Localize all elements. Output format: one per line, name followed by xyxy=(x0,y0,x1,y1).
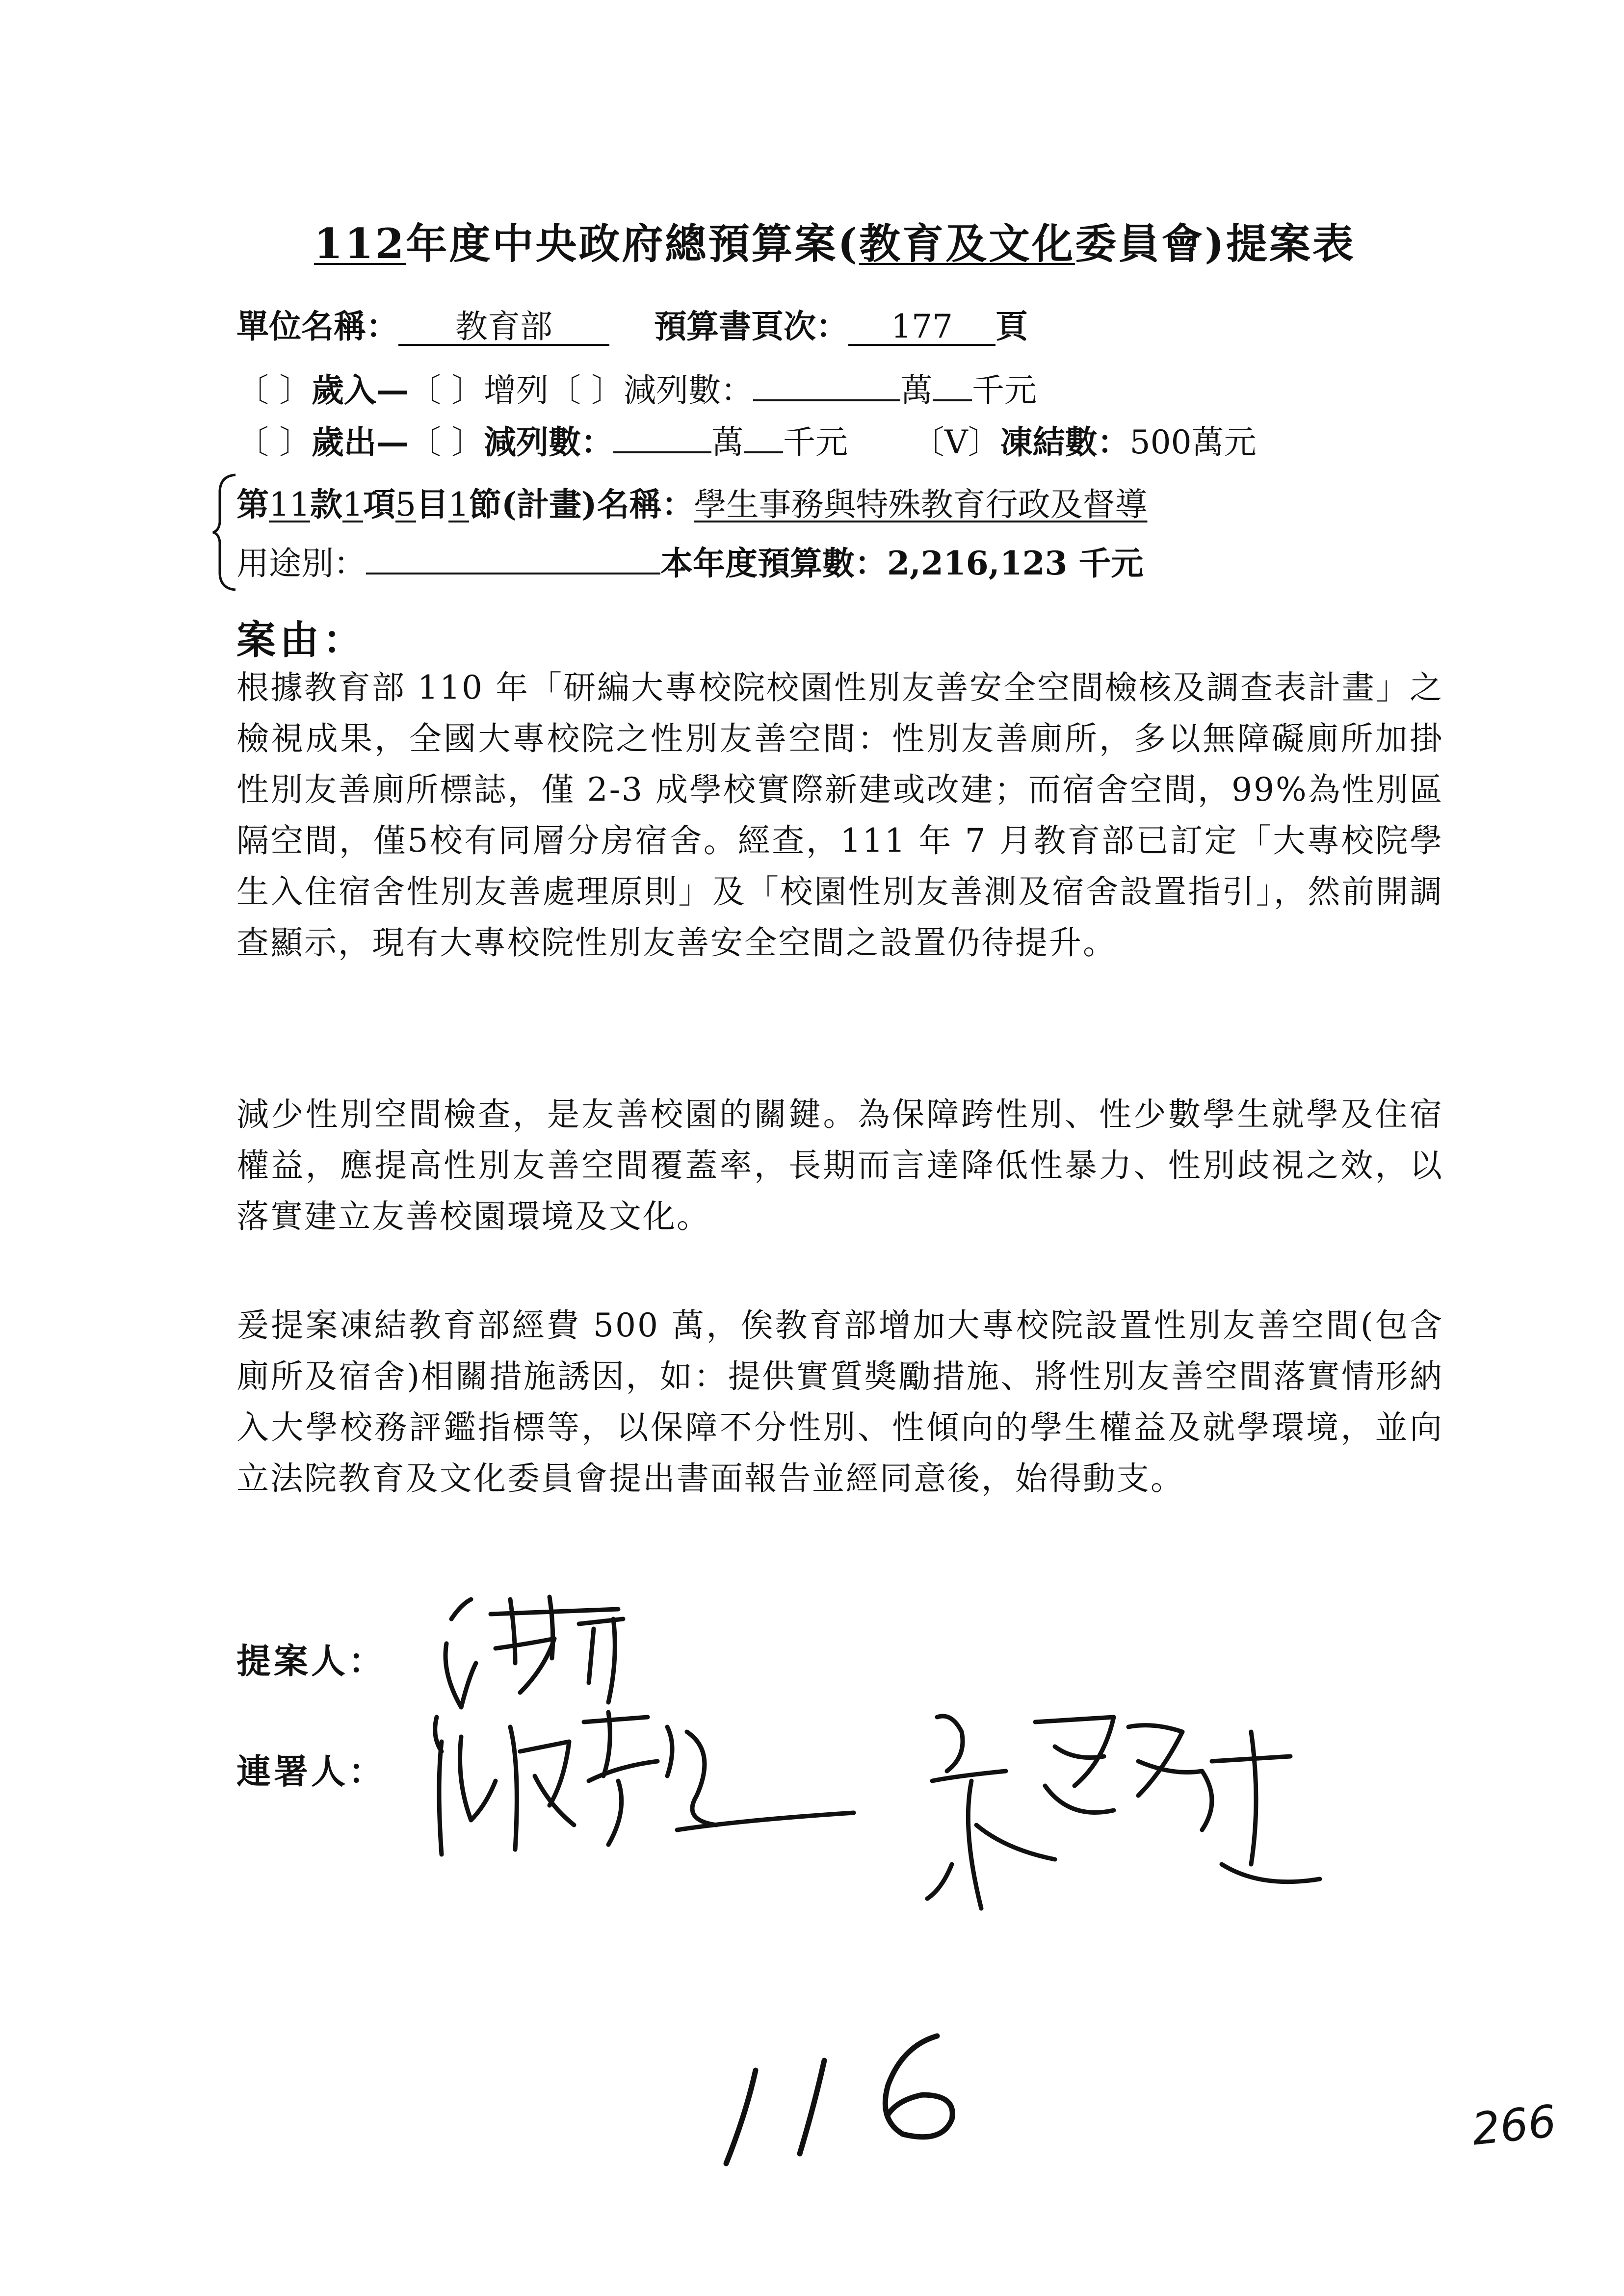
budget-amount: 本年度預算數：2,216,123 千元 xyxy=(660,544,1144,582)
expense-qian-blank xyxy=(744,422,783,453)
handwritten-number-116 xyxy=(707,2016,981,2173)
revenue-label: 歲入— xyxy=(311,371,409,409)
expense-wan-blank xyxy=(613,422,711,453)
expense-label: 歲出— xyxy=(311,423,409,461)
revenue-add: 增列 xyxy=(483,371,549,409)
revenue-wan-blank xyxy=(753,370,900,401)
freeze-box: 〔V〕 xyxy=(912,423,1000,461)
program-bracket xyxy=(211,471,240,594)
revenue-wan: 萬 xyxy=(900,371,933,409)
unit-row xyxy=(236,300,1028,347)
unit-label: 單位名稱： xyxy=(236,307,398,345)
revenue-box-3: 〔 〕 xyxy=(548,371,624,409)
program-xiang: 1 xyxy=(342,486,363,523)
program-jie-label: 節(計畫)名稱： xyxy=(469,485,694,523)
freeze-value: 500萬元 xyxy=(1129,423,1257,461)
revenue-qian-blank xyxy=(933,370,972,401)
expense-qian: 千元 xyxy=(783,423,848,461)
program-di: 第 xyxy=(236,485,269,523)
cosigner-signature-1 xyxy=(422,1707,864,1884)
revenue-qian: 千元 xyxy=(971,371,1037,409)
page-unit: 頁 xyxy=(995,307,1028,345)
purpose-blank xyxy=(366,543,660,574)
reason-paragraph-3: 爰提案凍結教育部經費 500 萬，俟教育部增加大專校院設置性別友善空間(包含廁所及宿舍)相關措施誘因，如：提供實質獎勵措施、將性別友善空間落實情形納入大學校務評鑑指標等，以保障不分性別、性傾向的學生權益及就學環境，並向立法院教育及文化委員會提出書面報告並經同意後，始得動支。 xyxy=(236,1306,1443,1497)
purpose-row xyxy=(236,537,1143,584)
page-value: 177 xyxy=(848,310,995,346)
title-prefix: 年度中央政府總預算案( xyxy=(406,219,860,268)
reason-heading: 案由： xyxy=(236,617,366,663)
program-jie: 1 xyxy=(448,486,469,523)
title-committee: 教育及文化 xyxy=(859,219,1075,268)
document-title xyxy=(314,211,1356,270)
revenue-box-1: 〔 〕 xyxy=(236,371,312,409)
expense-wan: 萬 xyxy=(711,423,744,461)
reason-paragraph-1: 根據教育部 110 年「研編大專校院校園性別友善安全空間檢核及調查表計畫」之檢視成果，全國大專校院之性別友善空間：性別友善廁所，多以無障礙廁所加掛性別友善廁所標誌，僅 2-3 成學校實際新建或改建；而宿舍空間，99%為性別區隔空間，僅5校有同層分房宿舍。經查，111 年 7 月教育部已訂定「大專校院學生入住宿舍性別友善處理原則」及「校園性別友善測及宿舍設置指引」，然前開調查顯示，現有大專校院性別友善安全空間之設置仍待提升。 xyxy=(236,669,1443,962)
program-row xyxy=(236,478,1147,525)
title-year: 112 xyxy=(314,219,406,268)
program-mu-label: 目 xyxy=(416,485,448,523)
cosigner-label: 連署人： xyxy=(236,1751,386,1792)
revenue-reduce: 減列數： xyxy=(623,371,753,409)
proposer-label: 提案人： xyxy=(236,1641,386,1681)
program-mu: 5 xyxy=(395,486,416,523)
reason-paragraph-2: 減少性別空間檢查，是友善校園的關鍵。為保障跨性別、性少數學生就學及住宿權益，應提高性別友善空間覆蓋率，長期而言達降低性暴力、性別歧視之效，以落實建立友善校園環境及文化。 xyxy=(236,1096,1443,1235)
program-xiang-label: 項 xyxy=(363,485,395,523)
revenue-box-2: 〔 〕 xyxy=(408,371,484,409)
freeze-label: 凍結數： xyxy=(1000,423,1130,461)
purpose-label: 用途別： xyxy=(236,545,366,582)
program-kuan-label: 款 xyxy=(310,485,342,523)
page-number: 266 xyxy=(1469,2095,1559,2156)
program-name: 學生事務與特殊教育行政及督導 xyxy=(694,486,1148,523)
revenue-row xyxy=(236,364,1037,411)
cosigner-signature-2 xyxy=(908,1702,1339,1923)
expense-box-2: 〔 〕 xyxy=(408,423,484,461)
program-kuan: 11 xyxy=(269,486,310,523)
page-label: 預算書頁次： xyxy=(654,307,848,345)
expense-row xyxy=(236,416,1257,463)
unit-value: 教育部 xyxy=(398,310,609,346)
expense-box-1: 〔 〕 xyxy=(236,423,312,461)
expense-reduce: 減列數： xyxy=(483,423,613,461)
title-suffix: 委員會)提案表 xyxy=(1075,219,1356,268)
